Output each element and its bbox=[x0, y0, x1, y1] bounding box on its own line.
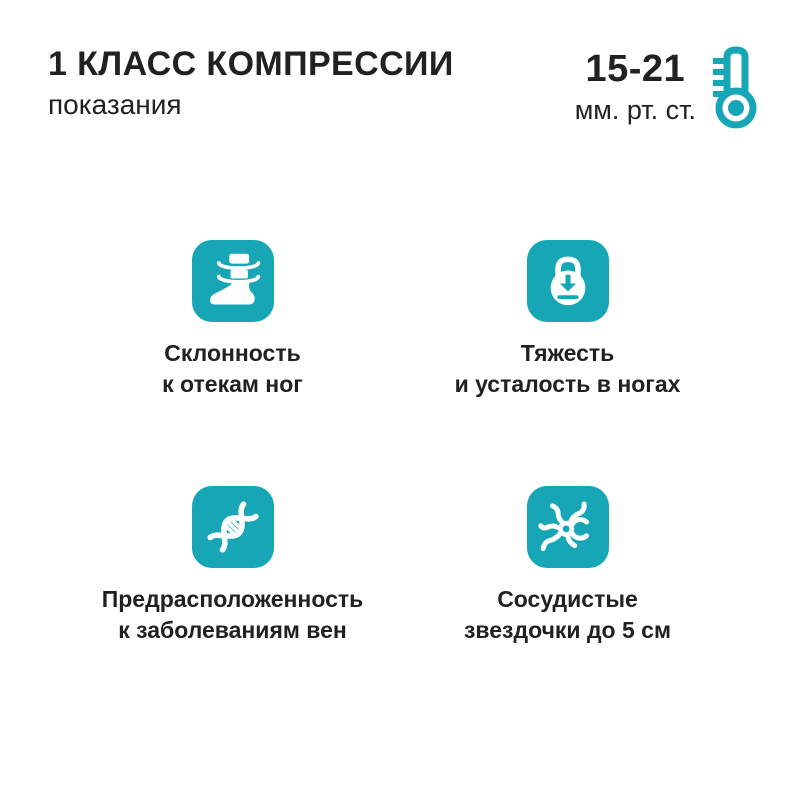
pressure-unit: мм. рт. ст. bbox=[574, 95, 696, 125]
indication-item-predisposition bbox=[65, 486, 400, 646]
label-line-2: к заболеваниям вен bbox=[118, 617, 347, 643]
indications-grid bbox=[65, 240, 800, 646]
page-subtitle: показания bbox=[48, 88, 182, 120]
ankle-compression-icon bbox=[192, 240, 274, 322]
label-line-2: и усталость в ногах bbox=[454, 371, 681, 397]
title-block bbox=[48, 44, 454, 121]
label-line-1: Склонность bbox=[164, 340, 301, 366]
label-line-1: Предрасположенность bbox=[101, 586, 364, 612]
indication-label bbox=[455, 338, 681, 400]
indication-item-heaviness bbox=[400, 240, 735, 400]
pressure-value: 15-21 bbox=[585, 48, 686, 90]
indication-item-spider-veins bbox=[400, 486, 735, 646]
pressure-text bbox=[575, 44, 696, 126]
page-title: 1 КЛАСС КОМПРЕССИИ bbox=[48, 45, 454, 83]
spider-veins-icon bbox=[527, 486, 609, 568]
label-line-1: Тяжесть bbox=[520, 340, 615, 366]
indication-item-edema bbox=[65, 240, 400, 400]
label-line-2: звездочки до 5 см bbox=[464, 617, 671, 643]
header bbox=[0, 0, 800, 132]
indication-label bbox=[162, 338, 303, 400]
kettlebell-heaviness-icon bbox=[527, 240, 609, 322]
thermometer-icon bbox=[706, 44, 766, 132]
label-line-2: к отекам ног bbox=[162, 371, 303, 397]
indication-label bbox=[102, 584, 364, 646]
indication-label bbox=[464, 584, 671, 646]
dna-icon bbox=[192, 486, 274, 568]
label-line-1: Сосудистые bbox=[497, 586, 638, 612]
pressure-block bbox=[575, 44, 766, 132]
